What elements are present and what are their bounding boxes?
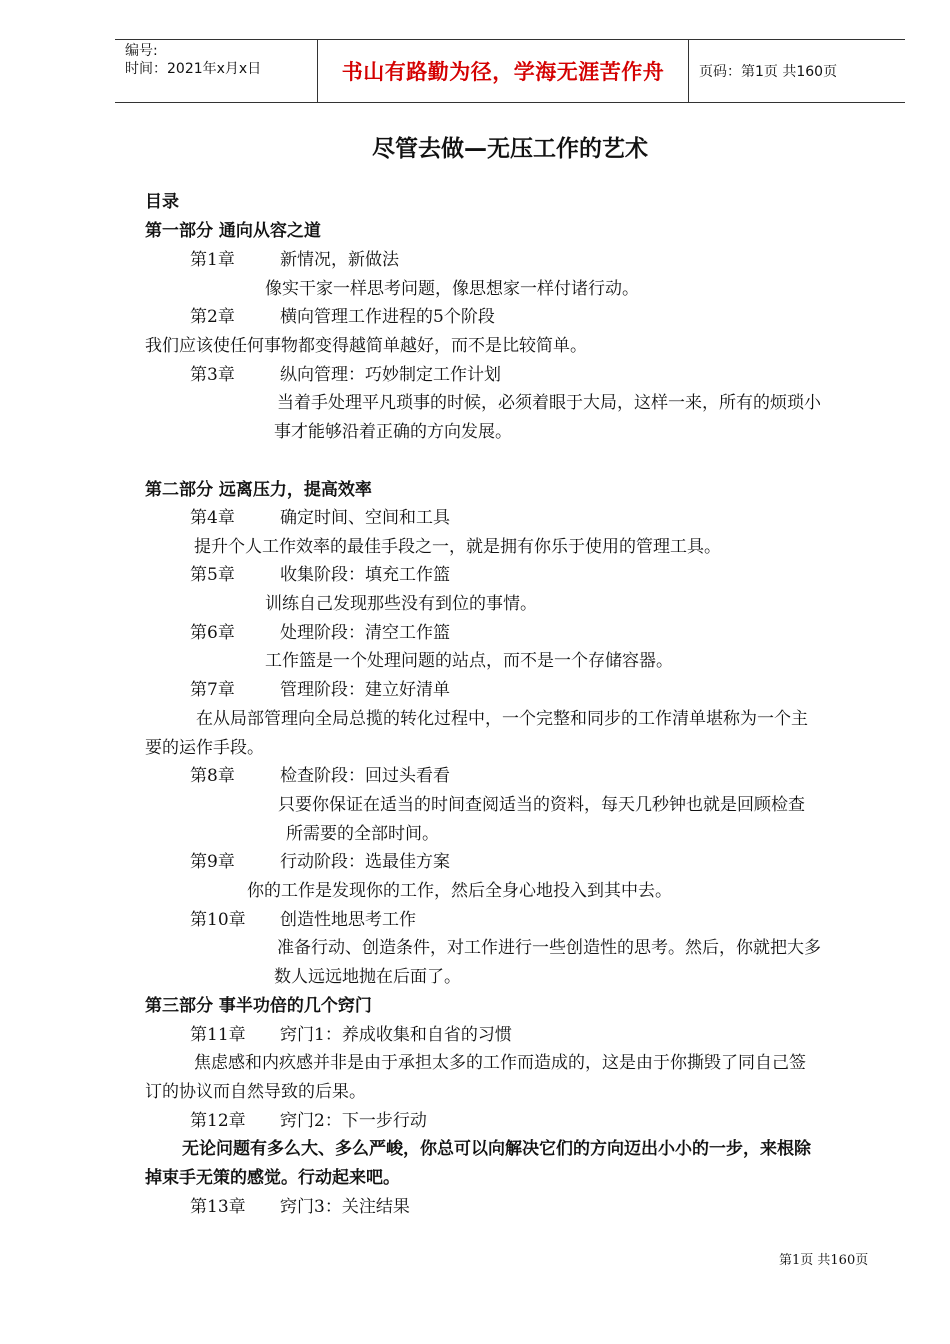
chapter-6-desc: 工作篮是一个处理问题的站点，而不是一个存储容器。 xyxy=(265,651,673,671)
part3-title: 第三部分 事半功倍的几个窍门 xyxy=(145,996,372,1016)
chapter-11 xyxy=(190,1024,512,1046)
document-title: 尽管去做—无压工作的艺术 xyxy=(372,136,648,162)
chapter-name: 新情况，新做法 xyxy=(280,250,399,270)
chapter-2 xyxy=(190,306,495,328)
chapter-10-desc-line2: 数人远远地抛在后面了。 xyxy=(274,967,461,987)
chapter-7 xyxy=(190,679,450,701)
chapter-9 xyxy=(190,851,450,873)
chapter-name: 行动阶段：选最佳方案 xyxy=(280,852,450,872)
chapter-number: 第9章 xyxy=(190,852,235,872)
chapter-number: 第13章 xyxy=(190,1197,246,1217)
chapter-name: 处理阶段：清空工作篮 xyxy=(280,623,450,643)
chapter-3-desc-line2: 事才能够沿着正确的方向发展。 xyxy=(274,422,512,442)
chapter-number: 第12章 xyxy=(190,1111,246,1131)
chapter-9-desc: 你的工作是发现你的工作，然后全身心地投入到其中去。 xyxy=(247,881,672,901)
chapter-name: 管理阶段：建立好清单 xyxy=(280,680,450,700)
chapter-1-desc: 像实干家一样思考问题，像思想家一样付诸行动。 xyxy=(265,279,639,299)
chapter-name: 检查阶段：回过头看看 xyxy=(280,766,450,786)
chapter-6 xyxy=(190,622,450,644)
chapter-2-desc: 我们应该使任何事物都变得越简单越好，而不是比较简单。 xyxy=(145,336,587,356)
chapter-number: 第1章 xyxy=(190,250,235,270)
number-label: 编号: xyxy=(125,43,158,59)
chapter-name: 横向管理工作进程的5个阶段 xyxy=(280,307,495,327)
chapter-8 xyxy=(190,765,450,787)
chapter-name: 创造性地思考工作 xyxy=(280,910,416,930)
chapter-5-desc: 训练自己发现那些没有到位的事情。 xyxy=(265,594,537,614)
chapter-12-desc-line2: 掉束手无策的感觉。行动起来吧。 xyxy=(145,1168,400,1188)
chapter-number: 第4章 xyxy=(190,508,235,528)
chapter-10-desc-line1: 准备行动、创造条件，对工作进行一些创造性的思考。然后，你就把大多 xyxy=(277,938,821,958)
chapter-12-desc-line1: 无论问题有多么大、多么严峻，你总可以向解决它们的方向迈出小小的一步，来根除 xyxy=(182,1139,811,1159)
chapter-name: 窍门2：下一步行动 xyxy=(280,1111,427,1131)
header-page-info: 页码：第1页 共160页 xyxy=(699,64,838,80)
chapter-8-desc-line2: 所需要的全部时间。 xyxy=(286,824,439,844)
chapter-name: 纵向管理：巧妙制定工作计划 xyxy=(280,365,501,385)
chapter-12 xyxy=(190,1110,427,1132)
header-meta xyxy=(115,40,317,102)
chapter-number: 第7章 xyxy=(190,680,235,700)
chapter-name: 确定时间、空间和工具 xyxy=(280,508,450,528)
chapter-number: 第2章 xyxy=(190,307,235,327)
chapter-7-desc-line2: 要的运作手段。 xyxy=(145,738,264,758)
chapter-number: 第8章 xyxy=(190,766,235,786)
chapter-11-desc-line1: 焦虑感和内疚感并非是由于承担太多的工作而造成的，这是由于你撕毁了同自己签 xyxy=(194,1053,806,1073)
chapter-name: 收集阶段：填充工作篮 xyxy=(280,565,450,585)
chapter-13 xyxy=(190,1196,410,1218)
chapter-4 xyxy=(190,507,450,529)
chapter-number: 第10章 xyxy=(190,910,246,930)
chapter-number: 第11章 xyxy=(190,1025,246,1045)
chapter-5 xyxy=(190,564,450,586)
chapter-11-desc-line2: 订的协议而自然导致的后果。 xyxy=(145,1082,366,1102)
part1-title: 第一部分 通向从容之道 xyxy=(145,221,321,241)
time-label: 时间：2021年x月x日 xyxy=(125,61,262,77)
chapter-3-desc-line1: 当着手处理平凡琐事的时候，必须着眼于大局，这样一来，所有的烦琐小 xyxy=(277,393,821,413)
chapter-number: 第5章 xyxy=(190,565,235,585)
chapter-8-desc-line1: 只要你保证在适当的时间查阅适当的资料，每天几秒钟也就是回顾检查 xyxy=(278,795,805,815)
chapter-1 xyxy=(190,249,399,271)
header-motto: 书山有路勤为径，学海无涯苦作舟 xyxy=(317,40,689,102)
chapter-4-desc: 提升个人工作效率的最佳手段之一，就是拥有你乐于使用的管理工具。 xyxy=(194,537,721,557)
page-footer: 第1页 共160页 xyxy=(779,1253,869,1268)
chapter-name: 窍门3：关注结果 xyxy=(280,1197,410,1217)
part2-title: 第二部分 远离压力，提高效率 xyxy=(145,480,372,500)
chapter-10 xyxy=(190,909,416,931)
chapter-3 xyxy=(190,364,501,386)
page-header xyxy=(115,39,905,103)
chapter-7-desc-line1: 在从局部管理向全局总揽的转化过程中，一个完整和同步的工作清单堪称为一个主 xyxy=(196,709,808,729)
chapter-name: 窍门1：养成收集和自省的习惯 xyxy=(280,1025,512,1045)
toc-label: 目录 xyxy=(145,192,179,212)
chapter-number: 第3章 xyxy=(190,365,235,385)
chapter-number: 第6章 xyxy=(190,623,235,643)
